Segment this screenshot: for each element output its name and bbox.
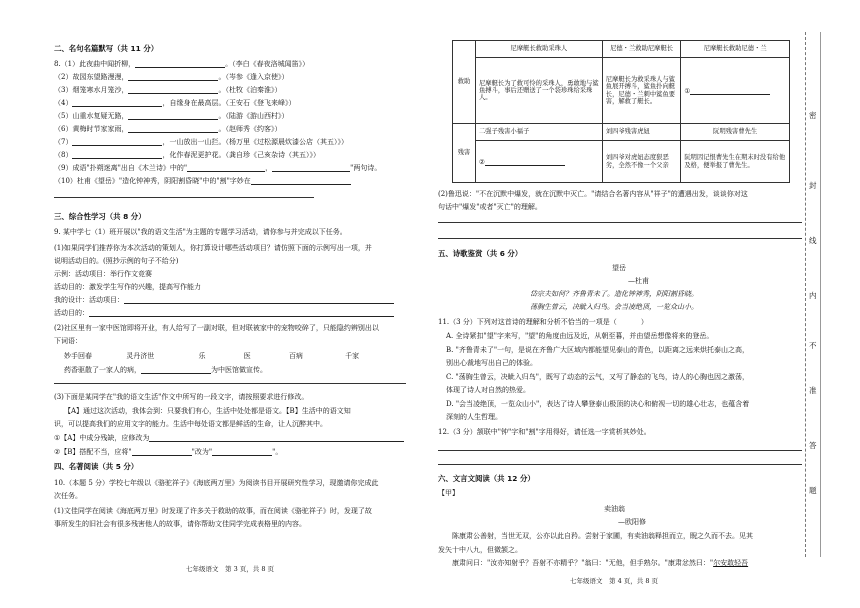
table-header: 尼摩艇长救助尼德・兰 bbox=[681, 41, 790, 58]
q9-2-text: (2)社区里有一家中医馆即将开业，有人给写了一副对联，但对联被家中的宠物咬碎了，只能隐约辨别出以 bbox=[54, 324, 379, 332]
option-d-2: 深刻的人生哲理。 bbox=[446, 413, 502, 421]
answer-line bbox=[54, 197, 314, 198]
q8-line-5: （5）山重水复疑无路， 。（陆游《游山西村》） bbox=[54, 112, 289, 120]
margin-char: 封 bbox=[809, 181, 817, 190]
q10-1-text-2: 事所发生的旧社会有很多残害他人的故事，请你帮助文佳同学完成表格里的内容。 bbox=[54, 520, 306, 528]
section-2-title: 二、名句名篇默写（共 11 分） bbox=[54, 44, 159, 53]
answer-line bbox=[438, 238, 802, 239]
q9-intro: 9. 某中学七（1）班开展以"我的语文生活"为主题的专题学习活动，请你参与并完成以下任务。 bbox=[54, 228, 347, 236]
couplet-words: 妙手回春 灵丹济世 乐 医 百病 千家 bbox=[64, 352, 360, 360]
q9-1-text: (1)如果同学们推荐你为本次活动的策划人，你打算设计哪些活动项目？请仿照下面的示例写出一项，并 bbox=[54, 244, 372, 252]
q10-1-text: (1)文佳同学在阅读《海底两万里》时发现了许多关于救助的故事，而在阅读《骆驼祥子》时，发现了故 bbox=[54, 507, 372, 515]
q8-line-3: （3）烟笼寒水月笼沙， 。（杜牧《泊秦淮》） bbox=[54, 86, 282, 94]
right-page bbox=[438, 0, 803, 608]
passage-line-1: 【A】通过这次活动，我体会到：只要我们有心，生活中处处都是语文。【B】生活中的语文知 bbox=[64, 407, 351, 415]
classical-title: 卖油翁 bbox=[604, 505, 625, 513]
table-header: 尼德・兰救助尼摩艇长 bbox=[602, 41, 681, 58]
example-project: 示例：活动项目：举行作文竞赛 bbox=[54, 270, 152, 278]
rescue-label: 救助 bbox=[453, 41, 476, 124]
text-tag: 【甲】 bbox=[438, 489, 459, 497]
margin-char: 不 bbox=[809, 341, 817, 350]
margin-char: 题 bbox=[809, 486, 817, 495]
q10-2-text: (2)鲁迅说："不在沉默中爆发，就在沉默中灭亡。"请结合名著内容从"祥子"的遭遇出发，谈谈你对这 bbox=[438, 190, 748, 198]
table-cell-blank-1: ① bbox=[681, 58, 790, 124]
q9-1-text-2: 说明活动目的。(照抄示例的句子不给分) bbox=[54, 257, 179, 265]
answer-line bbox=[438, 222, 802, 223]
q10-intro: 10.（本题 5 分）学校七年级以《骆驼祥子》《海底两万里》为阅读书目开展研究性学习，现邀请你完成此 bbox=[54, 479, 379, 487]
example-goal: 活动目的：激发学生写作的兴趣，提高写作能力 bbox=[54, 283, 201, 291]
option-a: A. 全诗紧扣"望"字来写，"望"的角度由远及近，从朝至暮，并由望岳想像将来的登岳。 bbox=[446, 332, 714, 340]
section-6-title: 六、文言文阅读（共 12 分） bbox=[438, 474, 535, 483]
page-footer-right: 七年级语文 第 4 页，共 8 页 bbox=[570, 577, 659, 585]
margin-char: 密 bbox=[809, 111, 817, 120]
option-c: C. "荡胸生曾云，决眦入归鸟"，既写了动态的云气，又写了静态的飞鸟，诗人的心胸也因之激荡， bbox=[446, 373, 749, 381]
fix-b-line: ②【B】搭配不当，应将" "改为" "。 bbox=[54, 448, 283, 456]
poem-title: 望岳 bbox=[612, 264, 626, 272]
table-header: 阮明残害曹先生 bbox=[681, 124, 790, 141]
q12-text: 12.（3 分）颔联中"钟"字和"割"字用得好，请任选一字赏析其妙处。 bbox=[438, 428, 651, 436]
couplet-line: 药香驱散了一家人的病， 为中医馆做宣传。 bbox=[64, 366, 267, 374]
poem-line-2: 荡胸生曾云，决眦入归鸟。会当凌绝顶，一览众山小。 bbox=[530, 303, 698, 311]
binding-margin bbox=[805, 32, 821, 557]
classical-line-2: 发矢十中八九，但微颔之。 bbox=[438, 546, 522, 554]
answer-line bbox=[438, 464, 802, 465]
my-design-line: 我的设计：活动项目： bbox=[54, 296, 394, 304]
table-header: 二强子残害小福子 bbox=[476, 124, 603, 141]
section-4-title: 四、名著阅读（共 5 分） bbox=[54, 462, 139, 471]
answer-line bbox=[54, 383, 406, 384]
margin-char: 线 bbox=[809, 236, 817, 245]
left-page bbox=[54, 0, 414, 608]
option-c-2: 体现了诗人对自然的热爱。 bbox=[446, 386, 530, 394]
q11-text: 11.（3 分）下列对这首诗的理解和分析不恰当的一项是（ ） bbox=[438, 318, 648, 326]
margin-char: 准 bbox=[809, 386, 817, 395]
table-cell: 尼摩艇长为了救可怜的采珠人，勇敢地与鲨鱼搏斗，事后还赠送了一个袋珍珠给采珠人。 bbox=[476, 58, 603, 124]
q10-2-text-2: 句话中"爆发"或者"灭亡"的理解。 bbox=[438, 203, 542, 211]
poem-author: —杜甫 bbox=[628, 277, 649, 285]
q8-line-10: （10）杜甫《望岳》"造化钟神秀，阴阳割昏晓"中的"割"字妙在 bbox=[54, 177, 351, 185]
q8-line-7: （7） ，一山放出一山拦。（杨万里《过松源晨炊漆公店（其五）》） bbox=[54, 138, 348, 146]
margin-char: 答 bbox=[809, 441, 817, 450]
table-header: 刘四爷残害虎妞 bbox=[602, 124, 681, 141]
fix-a-line: ①【A】中成分残缺，应修改为 bbox=[54, 434, 404, 442]
classical-author: —欧阳修 bbox=[618, 518, 646, 526]
harm-label: 残害 bbox=[453, 124, 476, 183]
table-cell: 阮明因记恨曹先生在期末时没有给他及格，便举报了曹先生。 bbox=[681, 141, 790, 183]
q8-line-9: （9）成语"扑朔迷离"出自《木兰诗》中的" ， "两句诗。 bbox=[54, 164, 382, 172]
q8-line-6: （6）黄梅时节家家雨， 。（赵师秀《约客》） bbox=[54, 125, 282, 133]
classical-line-1: 陈康肃公善射，当世无双，公亦以此自矜。尝射于家圃，有卖油翁释担而立，睨之久而不去。见其 bbox=[452, 532, 753, 540]
q8-line-2: （2）故园东望路漫漫， 。（岑参《逢入京使》） bbox=[54, 73, 289, 81]
option-b-2: 别出心裁地写出自己的体验。 bbox=[446, 359, 537, 367]
answer-line bbox=[438, 450, 802, 451]
option-d: D. "会当凌绝顶，一览众山小"，表达了诗人攀登泰山极顶的决心和俯视一切的雄心壮志，也蕴含着 bbox=[446, 400, 750, 408]
q8-line-4: （4） ，自缘身在最高层。（王安石《登飞来峰》） bbox=[54, 99, 296, 107]
reading-table bbox=[452, 40, 790, 183]
section-3-title: 三、综合性学习（共 8 分） bbox=[54, 212, 146, 221]
section-5-title: 五、诗歌鉴赏（共 6 分） bbox=[438, 249, 523, 258]
table-cell-blank-2: ② bbox=[476, 141, 603, 183]
option-b: B. "齐鲁青未了"一句，是说在齐鲁广大区域内都能望见泰山的青色，以距离之远来烘托泰山之高， bbox=[446, 346, 750, 354]
q8-line-8: （8） ，化作春泥更护花。（龚自珍《己亥杂诗（其五）》） bbox=[54, 151, 320, 159]
q9-3-text: (3)下面是某同学在"我的语文生活"作文中所写的一段文字，请按照要求进行修改。 bbox=[54, 393, 309, 401]
poem-line-1: 岱宗夫如何？齐鲁青未了。造化钟神秀，阴阳割昏晓。 bbox=[530, 290, 698, 298]
table-cell: 刘四爷对虎妞态度狠恶劣，全然不像一个父亲 bbox=[602, 141, 681, 183]
table-header: 尼摩艇长救助采珠人 bbox=[476, 41, 603, 58]
table-cell: 尼摩艇长为救采珠人与鲨鱼展开搏斗，鲨鱼扑向艇长，尼德・兰刺中鲨鱼要害，解救了艇长。 bbox=[602, 58, 681, 124]
classical-line-3: 康肃问曰："汝亦知射乎？吾射不亦精乎？"翁曰："无他，但手熟尔。"康肃忿然曰："尔安敢轻吾 bbox=[452, 559, 749, 567]
q8-line-1: 8.（1）此夜曲中闻折柳， 。（李白《春夜洛城闻笛》） bbox=[54, 60, 310, 68]
margin-char: 内 bbox=[809, 291, 817, 300]
passage-line-2: 识，可以提高我们的应用文字的能力。生活中每处语文都是鲜活的生命，让人沉醉其中。 bbox=[54, 420, 327, 428]
my-goal-line: 活动目的： bbox=[54, 309, 394, 317]
q10-intro-2: 次任务。 bbox=[54, 492, 82, 500]
q9-2-text-2: 下词语： bbox=[54, 337, 82, 345]
page-footer-left: 七年级语文 第 3 页，共 8 页 bbox=[186, 565, 275, 573]
